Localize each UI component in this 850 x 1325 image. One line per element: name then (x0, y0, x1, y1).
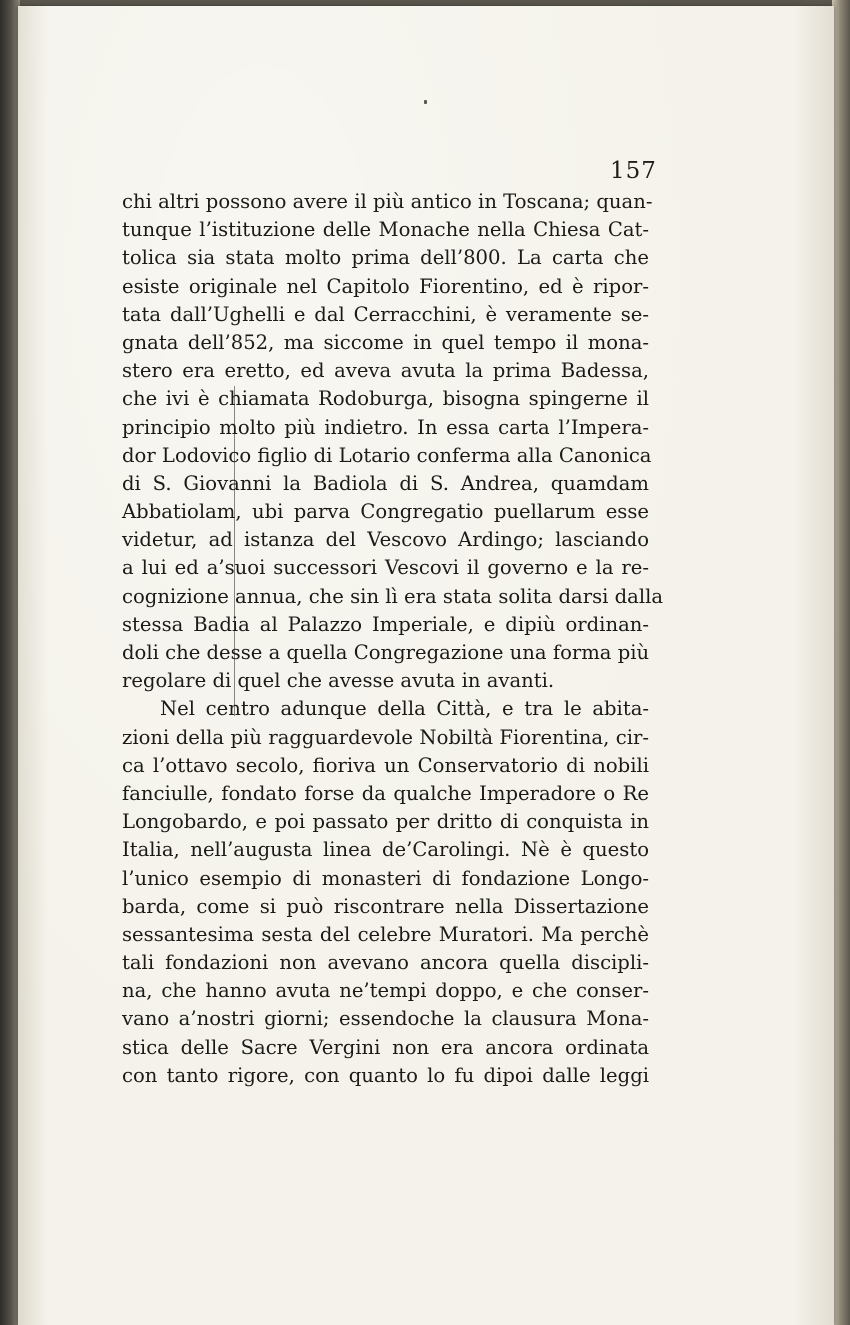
book-spine-edge (0, 0, 20, 1325)
text-line: Longobardo, e poi passato per dritto di conquista in (122, 810, 649, 834)
page-number: 157 (610, 158, 657, 184)
paragraph-2 (122, 695, 649, 1090)
book-page (18, 6, 834, 1325)
text-line: l’unico esempio di monasteri di fondazione Longo- (122, 866, 649, 890)
text-line: cognizione annua, che sin lì era stata solita darsi dalla (122, 584, 664, 608)
page-fore-edge (832, 0, 850, 1325)
paragraph-1 (122, 188, 664, 695)
text-line: tata dall’Ughelli e dal Cerracchini, è veramente se- (122, 302, 649, 326)
text-line: tunque l’istituzione delle Monache nella Chiesa Cat- (122, 218, 649, 242)
text-line: tali fondazioni non avevano ancora quella discipli- (122, 951, 649, 975)
text-line: sessantesima sesta del celebre Muratori. Ma perchè (122, 922, 649, 946)
text-line: ca l’ottavo secolo, fioriva un Conservatorio di nobili (122, 753, 649, 777)
text-line: chi altri possono avere il più antico in Toscana; quan- (122, 190, 653, 213)
text-line: zioni della più ragguardevole Nobiltà Fiorentina, cir- (122, 725, 649, 749)
ink-speck (424, 100, 427, 104)
text-line: stero era eretto, ed aveva avuta la prima Badessa, (122, 359, 649, 383)
text-line: tolica sia stata molto prima dell’800. La carta che (122, 246, 649, 270)
text-line: stessa Badia al Palazzo Imperiale, e dipiù ordinan- (122, 612, 649, 636)
text-line: gnata dell’852, ma siccome in quel tempo il mona- (122, 330, 649, 354)
text-line: principio molto più indietro. In essa carta l’Impera- (122, 415, 649, 439)
text-line: stica delle Sacre Vergini non era ancora ordinata (122, 1035, 649, 1059)
text-line: Italia, nell’augusta linea de’Carolingi. Nè è questo (122, 838, 649, 862)
text-line: regolare di quel che avesse avuta in avanti. (122, 669, 555, 693)
text-line: vano a’nostri giorni; essendoche la clausura Mona- (122, 1007, 649, 1031)
text-line: dor Lodovico figlio di Lotario conferma alla Canonica (122, 443, 652, 467)
text-line: esiste originale nel Capitolo Fiorentino, ed è ripor- (122, 274, 649, 298)
text-line: doli che desse a quella Congregazione una forma più (122, 641, 650, 664)
text-line: a lui ed a’suoi successori Vescovi il governo e la re- (122, 556, 649, 580)
text-line: barda, come si può riscontrare nella Dissertazione (122, 894, 649, 918)
body-text (122, 188, 664, 1090)
text-line: Nel centro adunque della Città, e tra le abita- (160, 697, 649, 721)
text-line: che ivi è chiamata Rodoburga, bisogna spingerne il (122, 387, 649, 411)
text-line: fanciulle, fondato forse da qualche Imperadore o Re (122, 781, 649, 805)
text-line: di S. Giovanni la Badiola di S. Andrea, quamdam (122, 471, 649, 495)
text-line: videtur, ad istanza del Vescovo Ardingo; lasciando (122, 528, 649, 552)
text-line: Abbatiolam, ubi parva Congregatio puellarum esse (122, 500, 649, 524)
text-line: na, che hanno avuta ne’tempi doppo, e che conser- (122, 979, 649, 1003)
text-line: con tanto rigore, con quanto lo fu dipoi dalle leggi (122, 1063, 649, 1087)
